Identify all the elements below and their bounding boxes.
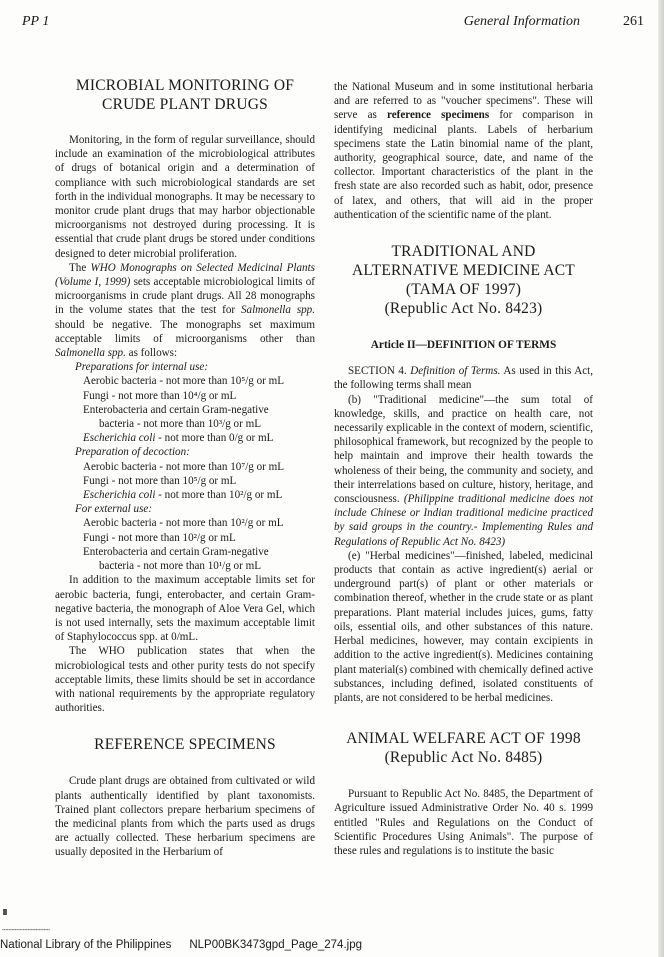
ref-cont-bold: reference specimens bbox=[386, 109, 490, 122]
internal-use-heading: Preparations for internal use: bbox=[75, 361, 209, 374]
external-aerobic-limit: Aerobic bacteria - not more than 10²/g or mL bbox=[83, 517, 284, 530]
reference-specimens-heading: REFERENCE SPECIMENS bbox=[94, 736, 276, 754]
footer-filename: NLP00BK3473gpd_Page_274.jpg bbox=[189, 939, 362, 951]
limits-list bbox=[55, 360, 315, 573]
definition-b-paragraph bbox=[334, 393, 593, 549]
external-entero-line2: bacteria - not more than 10¹/g or mL bbox=[99, 560, 261, 573]
decoction-fungi-limit: Fungi - not more than 10⁵/g or mL bbox=[83, 474, 237, 487]
tama-heading-line3: (TAMA OF 1997) bbox=[405, 281, 522, 299]
microbial-heading-line2: CRUDE PLANT DRUGS bbox=[102, 96, 268, 113]
external-entero-line1: Enterobacteria and certain Gram-negative bbox=[83, 545, 269, 558]
header-section-title: General Information bbox=[463, 14, 580, 29]
section-italic: Definition of Terms. bbox=[410, 365, 501, 378]
scan-stamp-graphic: ▪▪▪▪▪▪▪▪▪▪▪▪▪▪▪▪▪▪▪▪▪▪▪▪▪▪▪▪▪▪ bbox=[2, 927, 50, 932]
section-4-paragraph bbox=[334, 364, 593, 392]
internal-fungi-limit: Fungi - not more than 10⁴/g or mL bbox=[83, 389, 237, 402]
scan-footer bbox=[0, 939, 380, 951]
animal-welfare-paragraph: Pursuant to Republic Act No. 8485, the Department of Agriculture issued Administrative Order No. 40 s. 1999 entitled "Rules and Regulations on the Conduct of Scientific Procedures Using Animals". The purpose of these rules and regulations is to institute the basic bbox=[334, 788, 593, 857]
animal-heading-line1: ANIMAL WELFARE ACT OF 1998 bbox=[346, 730, 581, 748]
p2-mid: sets acceptable microbiological limits of microorganisms in crude plant drugs. All 28 monographs in the volume states that the test for bbox=[55, 276, 316, 317]
header-left-mark: PP 1 bbox=[22, 14, 50, 29]
microbial-heading-line1: MICROBIAL MONITORING OF bbox=[75, 77, 295, 94]
internal-ecoli-rest: - not more than 0/g or mL bbox=[155, 432, 274, 445]
definition-e-paragraph: (e) "Herbal medicines"—finished, labeled, medicinal products that contain as active ingredient(s) aerial or underground part(s) of plant or other materials or combination thereof, whether in the crude state or as plant preparations. Plant material includes juices, gums, fatty oils, essential oils, and other substances of this nature. Herbal medicines, however, may contain excipients in addition to the active ingredient(s). Medicines containing plant material(s) combined with chemically defined active substances, including defined, isolated constituents of plants, are not considered to be herbal medicines. bbox=[334, 549, 593, 704]
microbial-paragraph-3: In addition to the maximum acceptable limits set for aerobic bacteria, fungi, enterobacter, and certain Gram-negative bacteria, the monograph of Aloe Vera Gel, which is not used internally, sets the maximum acceptable limit of Staphylococcus spp. at 0/mL. bbox=[55, 574, 315, 644]
tama-heading-line4: (Republic Act No. 8423) bbox=[384, 300, 543, 318]
tama-heading-line2: ALTERNATIVE MEDICINE ACT bbox=[352, 262, 575, 280]
scan-edge bbox=[658, 0, 664, 957]
decoction-heading: Preparation of decoction: bbox=[75, 446, 190, 459]
p2-end: as follows: bbox=[125, 347, 178, 360]
external-use-heading: For external use: bbox=[75, 503, 153, 516]
definition-b-italic: (Philippine traditional medicine does not include Chinese or Indian traditional medicine practiced by said groups in the country.- Implementing Rules and Regulations of Republic Act No. 8423) bbox=[334, 493, 593, 548]
scan-mark bbox=[3, 909, 7, 915]
p2-mid2: should be negative. The monographs set maximum acceptable limits of microorganisms other than bbox=[55, 318, 315, 345]
p2-italic-salmonella-2: Salmonella spp. bbox=[55, 347, 126, 360]
microbial-heading bbox=[55, 76, 315, 114]
microbial-paragraph-4: The WHO publication states that when the microbiological tests and other purity tests do not specify acceptable limits, these limits should be set in accordance with national requirements by the appropriate regulatory authorities. bbox=[55, 645, 315, 715]
ref-cont-post: for comparison in identifying medicinal plants. Labels of herbarium specimens state the Latin binomial name of the plant, authority, geographical source, date, and name of the collector. Important characteristics of the plant in the fresh state are also recorded such as habit, odor, presence of latex, and others, that will aid in the proper authentication of the scientific name of the plant. bbox=[334, 109, 593, 221]
section-post: As used in this Act, the following terms shall mean bbox=[334, 365, 593, 392]
reference-paragraph: Crude plant drugs are obtained from cultivated or wild plants authentically identified by plant taxonomists. Trained plant collectors prepare herbarium specimens of the medicinal plants from which the parts used as drugs are actually collected. These herbarium specimens are usually deposited in the Herbarium of bbox=[55, 775, 315, 859]
reference-continued-paragraph bbox=[334, 80, 593, 222]
footer-library: National Library of the Philippines bbox=[0, 939, 172, 951]
p2-pre: The bbox=[69, 261, 91, 274]
internal-aerobic-limit: Aerobic bacteria - not more than 10⁵/g or mL bbox=[83, 375, 285, 388]
article-heading: Article II—DEFINITION OF TERMS bbox=[370, 339, 557, 352]
animal-welfare-heading bbox=[334, 729, 593, 767]
decoction-aerobic-limit: Aerobic bacteria - not more than 10⁷/g or mL bbox=[83, 460, 285, 473]
definition-b-text: (b) "Traditional medicine"—the sum total of knowledge, skills, and practice on health care, not necessarily explicable in the context of modern, scientific, philosophical framework, but recognized by the people to help maintain and improve their health towards the wholeness of their being, the community and society, and their interrelations based on culture, history, heritage, and consciousness. bbox=[334, 393, 593, 506]
running-header bbox=[20, 14, 644, 36]
internal-entero-line1: Enterobacteria and certain Gram-negative bbox=[83, 403, 269, 416]
animal-heading-line2: (Republic Act No. 8485) bbox=[384, 749, 543, 767]
microbial-paragraph-1: Monitoring, in the form of regular surveillance, should include an examination of the microbiological attributes of drugs of botanical origin and a determination of compliance with such microbiological standards are set forth in the individual monographs. It may be necessary to monitor crude plant drugs that may harbor objectionable microorganisms not destroyed during processing. It is essential that crude plant drugs be stored under conditions designed to deter microbial proliferation. bbox=[55, 134, 315, 260]
p2-italic-monograph: WHO Monographs on Selected Medicinal Plants (Volume I, 1999) bbox=[55, 261, 315, 289]
decoction-ecoli-limit bbox=[83, 488, 315, 502]
tama-heading bbox=[334, 242, 593, 318]
decoction-ecoli-name: Escherichia coli bbox=[83, 489, 156, 502]
tama-heading-line1: TRADITIONAL AND bbox=[391, 243, 536, 261]
section-pre: SECTION 4. bbox=[348, 365, 411, 378]
page-number: 261 bbox=[623, 14, 644, 29]
internal-ecoli-limit bbox=[83, 431, 315, 445]
internal-entero-line2: bacteria - not more than 10³/g or mL bbox=[99, 418, 261, 431]
ref-cont-pre: the National Museum and in some institutional herbaria and are referred to as "voucher specimens". These will serve as bbox=[334, 81, 593, 122]
right-column bbox=[334, 80, 593, 858]
p2-italic-salmonella: Salmonella spp. bbox=[240, 304, 316, 317]
decoction-ecoli-rest: - not more than 10²/g or mL bbox=[155, 489, 283, 502]
left-column bbox=[55, 76, 315, 860]
internal-ecoli-name: Escherichia coli bbox=[83, 432, 156, 445]
microbial-paragraph-2 bbox=[55, 261, 315, 360]
external-fungi-limit: Fungi - not more than 10²/g or mL bbox=[83, 531, 236, 544]
